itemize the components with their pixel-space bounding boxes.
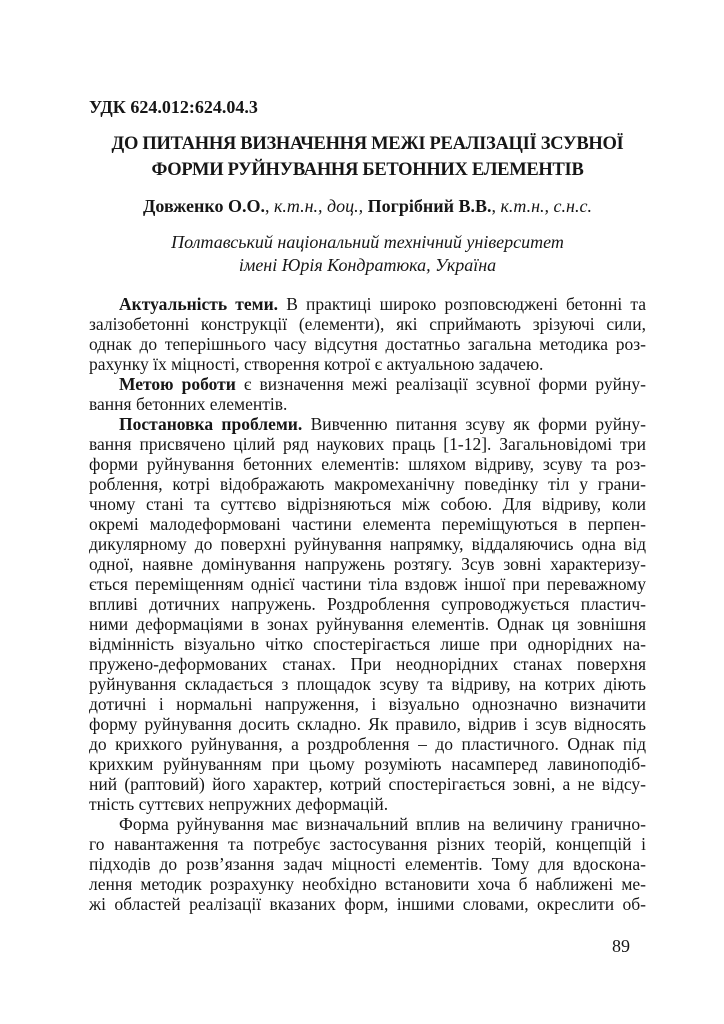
body-line: підходів до розв’язання задач міцності елементів. Тому для вдоскона- bbox=[89, 854, 646, 874]
body-line: форми руйнування бетонних елементів: шляхом відриву, зсуву та роз- bbox=[89, 454, 646, 474]
paragraph-lead: Постановка проблеми. bbox=[119, 414, 303, 434]
affiliation-line-2: імені Юрія Кондратюка, Україна bbox=[238, 255, 497, 275]
body-line: Форма руйнування має визначальний вплив на величину гранично- bbox=[119, 814, 646, 834]
authors-line bbox=[89, 194, 646, 218]
paragraph-lead: Метою роботи bbox=[119, 374, 236, 394]
body-line: ний (раптовий) його характер, котрий спостерігається зовні, а не відсу- bbox=[89, 774, 646, 794]
author-name: Погрібний В.В. bbox=[367, 196, 492, 216]
body-line: окремі малодеформовані частини елемента переміщуються в перпен- bbox=[89, 514, 646, 534]
body-line: вання бетонних елементів. bbox=[89, 394, 288, 414]
body-line: ними деформаціями в зонах руйнування елементів. Однак ця зовнішня bbox=[89, 614, 646, 634]
body-line: впливі дотичних напружень. Роздроблення супроводжується пластич- bbox=[89, 594, 646, 614]
body-line: залізобетонні конструкції (елементи), які сприймають зрізуючі сили, bbox=[89, 314, 646, 334]
article-title bbox=[89, 131, 646, 183]
udc-line: УДК 624.012:624.04.3 bbox=[89, 97, 258, 117]
authors-separator: , bbox=[264, 196, 274, 216]
body-line: лення методик розрахунку необхідно встановити хоча б наближені ме- bbox=[89, 874, 646, 894]
body-line: роблення, котрі відображають макромеханічну поведінку тіл у грани- bbox=[89, 474, 646, 494]
author-name: Довженко О.О. bbox=[143, 196, 265, 216]
body-line: форму руйнування досить складно. Як правило, відрив і зсув відносять bbox=[89, 714, 646, 734]
page-number: 89 bbox=[612, 936, 630, 956]
body-line: Постановка проблеми. Вивченню питання зсуву як форми руйну- bbox=[119, 414, 647, 434]
body-line: рахунку їх міцності, створення котрої є актуальною задачею. bbox=[89, 354, 544, 374]
body-line: пружено-деформованих станах. При неоднорідних станах поверхня bbox=[89, 654, 646, 674]
body-line: відмінність візуально чітко спостерігається лише при однорідних на- bbox=[89, 634, 646, 654]
body-line: го навантаження та потребує застосування різних теорій, концепцій і bbox=[89, 834, 646, 854]
authors-separator: , bbox=[491, 196, 501, 216]
article-body bbox=[89, 294, 646, 914]
body-line: до крихкого руйнування, а роздроблення – до пластичного. Однак під bbox=[89, 734, 646, 754]
article-title-line-1: ДО ПИТАННЯ ВИЗНАЧЕННЯ МЕЖІ РЕАЛІЗАЦІЇ ЗСУВНОЇ bbox=[111, 134, 624, 154]
body-line: ється переміщенням однієї частини тіла вздовж іншої при переважному bbox=[89, 574, 646, 594]
body-line: одної, наявне домінування напружень розтягу. Зсув зовні характеризу- bbox=[89, 554, 646, 574]
author-degree: к.т.н., доц., bbox=[273, 196, 368, 216]
body-line: вання присвячено цілий ряд наукових праць [1-12]. Загальновідомі три bbox=[89, 434, 646, 454]
body-line: крихким руйнуванням при цьому розуміють насамперед лавиноподіб- bbox=[89, 754, 646, 774]
body-line: дикулярному до поверхні руйнування напрямку, віддаляючись одна від bbox=[89, 534, 646, 554]
body-line: тність суттєвих непружних деформацій. bbox=[89, 794, 389, 814]
affiliation bbox=[89, 231, 646, 277]
body-line: дотичні і нормальні напруження, і візуально однозначно визначити bbox=[89, 694, 646, 714]
body-line: жі областей реалізації вказаних форм, іншими словами, окреслити об- bbox=[89, 894, 646, 914]
body-line: руйнування складається з площадок зсуву та відриву, на котрих діють bbox=[89, 674, 646, 694]
affiliation-line-1: Полтавський національний технічний університет bbox=[171, 232, 564, 252]
body-line: чному стані та суттєво відрізняються між собою. Для відриву, коли bbox=[89, 494, 646, 514]
body-line: однак до теперішнього часу відсутня достатньо загальна методика роз- bbox=[89, 334, 646, 354]
paragraph-lead: Актуальність теми. bbox=[119, 294, 279, 314]
body-line: Метою роботи є визначення межі реалізації зсувної форми руйну- bbox=[119, 374, 646, 394]
article-title-line-2: ФОРМИ РУЙНУВАННЯ БЕТОННИХ ЕЛЕМЕНТІВ bbox=[151, 160, 584, 180]
author-degree: к.т.н., с.н.с. bbox=[500, 196, 592, 216]
body-line: Актуальність теми. В практиці широко розповсюджені бетонні та bbox=[119, 294, 646, 314]
